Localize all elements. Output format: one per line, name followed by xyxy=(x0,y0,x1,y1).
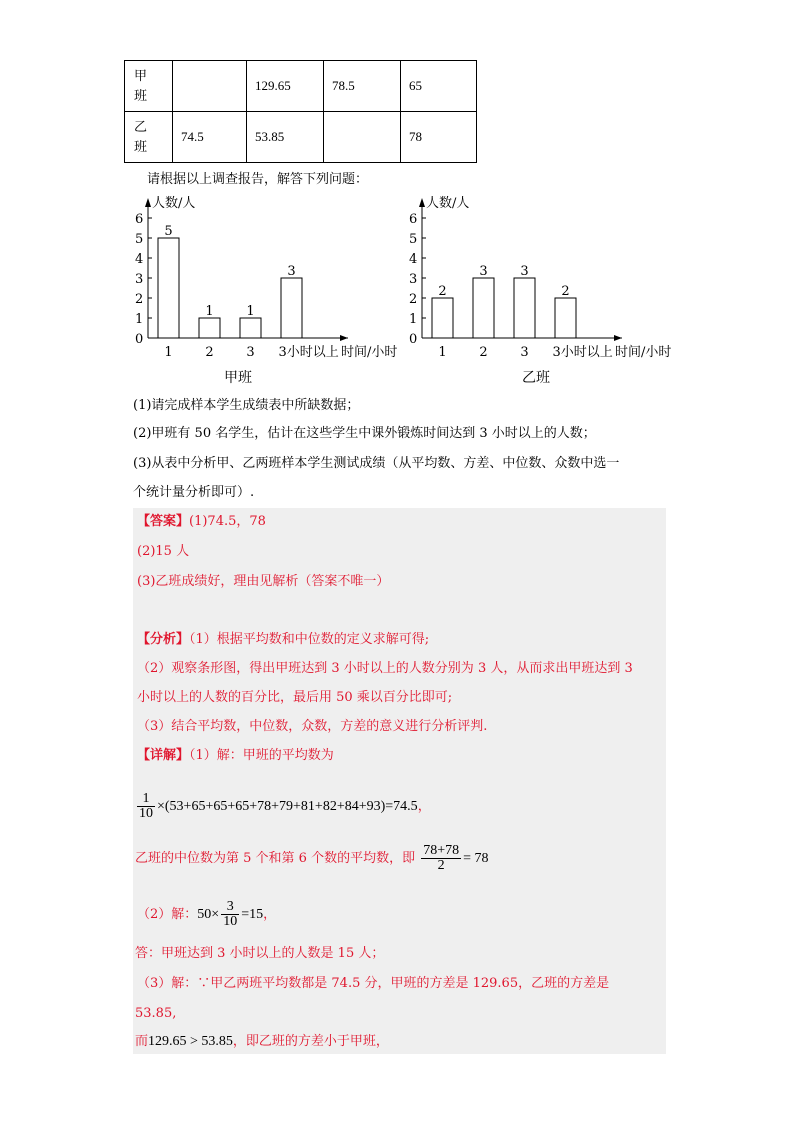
equation-median-line: 乙班的中位数为第 5 个和第 6 个数的平均数，即 $\frac{78+78}{2}$ = 78 xyxy=(135,843,489,873)
y-tick-label: 1 xyxy=(409,312,418,327)
answer-line-2: (2)15 人 xyxy=(137,544,190,559)
fraction: $\frac{3}{10}$ xyxy=(223,899,238,929)
analysis-tag: 【分析】 xyxy=(137,632,190,647)
question-1: (1)请完成样本学生成绩表中所缺数据； xyxy=(133,398,360,413)
bar-value-label: 3 xyxy=(287,264,296,279)
bar-value-label: 2 xyxy=(561,284,570,299)
median-text: 乙班的中位数为第 5 个和第 6 个数的平均数，即 xyxy=(135,851,416,866)
y-tick-label: 4 xyxy=(135,252,144,267)
chart-title: 乙班 xyxy=(522,370,550,386)
y-axis-label: 人数/人 xyxy=(152,196,196,211)
detail-tag: 【详解】 xyxy=(137,748,190,763)
detail-text-1: （1）解：甲班的平均数为 xyxy=(189,748,334,763)
y-axis-arrow xyxy=(145,198,151,207)
chart-yi xyxy=(400,192,710,392)
bar-value-label: 3 xyxy=(520,264,529,279)
table-cell xyxy=(324,112,401,163)
table-cell: 78.5 xyxy=(324,61,401,112)
detail-line-3: （3）解：∵甲乙两班平均数都是 74.5 分，甲班的方差是 129.65，乙班的方差是 xyxy=(137,976,610,991)
bar-value-label: 2 xyxy=(438,284,447,299)
table-cell xyxy=(173,61,247,112)
x-tick-label: 1 xyxy=(438,345,447,360)
solution-panel xyxy=(133,508,666,1054)
x-axis-label: 时间/小时 xyxy=(341,345,398,360)
bar-value-label: 3 xyxy=(479,264,488,279)
chart-jia xyxy=(126,192,426,392)
answer-line-3: (3)乙班成绩好，理由见解析（答案不唯一） xyxy=(137,574,390,589)
intro-text: 请根据以上调查报告，解答下列问题： xyxy=(147,172,369,187)
equation-mean: $\frac{1}{10}$ ×(53+65+65+65+78+79+81+82+84+93)=74.5， xyxy=(139,791,431,821)
bar xyxy=(432,298,453,338)
y-tick-label: 6 xyxy=(135,212,144,227)
table-cell: 53.85 xyxy=(247,112,324,163)
detail-line-1 xyxy=(137,746,334,766)
equation-estimate-line: （2）解：50× $\frac{3}{10}$ =15， xyxy=(137,899,277,929)
analysis-text-1: （1）根据平均数和中位数的定义求解可得; xyxy=(189,632,430,647)
table-row xyxy=(125,112,477,163)
x-axis-arrow xyxy=(340,335,348,341)
y-tick-label: 1 xyxy=(135,312,144,327)
detail-line-compare: 而129.65 > 53.85，即乙班的方差小于甲班， xyxy=(135,1034,389,1049)
table-cell: 65 xyxy=(401,61,477,112)
bar xyxy=(240,318,261,338)
analysis-line-4: （3）结合平均数，中位数，众数，方差的意义进行分析评判. xyxy=(137,719,488,734)
y-tick-label: 3 xyxy=(135,272,144,287)
chart-title: 甲班 xyxy=(224,370,252,386)
table-cell: 78 xyxy=(401,112,477,163)
x-tick-label: 3 xyxy=(520,345,529,360)
detail-line-answer: 答：甲班达到 3 小时以上的人数是 15 人； xyxy=(135,946,385,961)
y-tick-label: 0 xyxy=(409,332,418,347)
bar xyxy=(158,238,179,338)
y-tick-label: 3 xyxy=(409,272,418,287)
answer-tag: 【答案】 xyxy=(137,514,190,529)
x-tick-label: 3小时以上 xyxy=(552,345,613,360)
y-tick-label: 2 xyxy=(135,292,144,307)
fraction: $\frac{78+78}{2}$ xyxy=(423,843,460,873)
bar xyxy=(514,278,535,338)
score-table xyxy=(124,60,477,163)
question-2: (2)甲班有 50 名学生，估计在这些学生中课外锻炼时间达到 3 小时以上的人数； xyxy=(133,426,596,441)
x-axis-label: 时间/小时 xyxy=(615,345,672,360)
detail-line-3-cont: 53.85, xyxy=(135,1006,177,1021)
analysis-line-2: （2）观察条形图，得出甲班达到 3 小时以上的人数分别为 3 人，从而求出甲班达到 3 xyxy=(137,661,633,676)
bar xyxy=(281,278,302,338)
question-3: (3)从表中分析甲、乙两班样本学生测试成绩（从平均数、方差、中位数、众数中选一 xyxy=(133,456,620,471)
table-cell: 74.5 xyxy=(173,112,247,163)
y-axis-label: 人数/人 xyxy=(426,196,470,211)
y-tick-label: 6 xyxy=(409,212,418,227)
answer-text-1: (1)74.5，78 xyxy=(189,514,266,529)
analysis-line-3: 小时以上的人数的百分比，最后用 50 乘以百分比即可; xyxy=(137,690,453,705)
x-axis-arrow xyxy=(614,335,622,341)
x-tick-label: 2 xyxy=(479,345,488,360)
y-tick-label: 5 xyxy=(135,232,144,247)
y-axis-arrow xyxy=(419,198,425,207)
chart-jia-svg xyxy=(126,192,426,388)
x-tick-label: 2 xyxy=(205,345,214,360)
bar-value-label: 1 xyxy=(205,304,214,319)
y-tick-label: 5 xyxy=(409,232,418,247)
answer-line-1 xyxy=(137,512,266,532)
x-tick-label: 3 xyxy=(246,345,255,360)
bar xyxy=(555,298,576,338)
equation-body: ×(53+65+65+65+78+79+81+82+84+93)=74.5 xyxy=(157,799,418,814)
fraction: $\frac{1}{10}$ xyxy=(139,791,153,821)
question-3-cont: 个统计量分析即可）. xyxy=(133,485,255,500)
row-label-yi: 乙 班 xyxy=(125,112,173,163)
row-label-jia: 甲 班 xyxy=(125,61,173,112)
y-tick-label: 0 xyxy=(135,332,144,347)
y-tick-label: 4 xyxy=(409,252,418,267)
table-row xyxy=(125,61,477,112)
bar xyxy=(473,278,494,338)
chart-yi-svg xyxy=(400,192,710,388)
bar-value-label: 1 xyxy=(246,304,255,319)
bar xyxy=(199,318,220,338)
table-cell: 129.65 xyxy=(247,61,324,112)
x-tick-label: 3小时以上 xyxy=(278,345,339,360)
y-tick-label: 2 xyxy=(409,292,418,307)
bar-value-label: 5 xyxy=(164,224,173,239)
analysis-line-1 xyxy=(137,630,429,650)
x-tick-label: 1 xyxy=(164,345,173,360)
